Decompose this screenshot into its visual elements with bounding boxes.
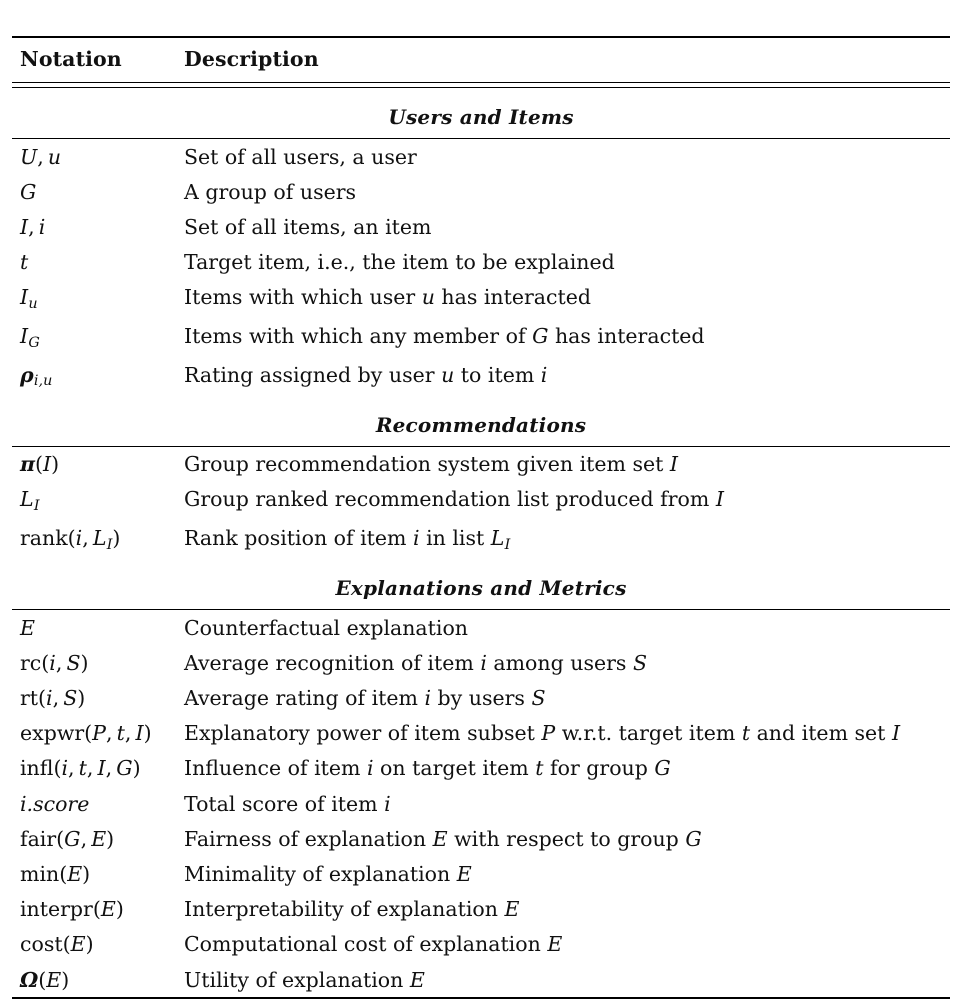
- table-row: [12, 892, 950, 927]
- notation-cell: rank(i, LI): [20, 526, 121, 553]
- notation-cell: IG: [20, 323, 40, 351]
- table-row: [12, 245, 950, 280]
- description-cell: Computational cost of explanation E: [184, 932, 563, 957]
- table-row: [12, 209, 950, 244]
- description-cell: Explanatory power of item subset P w.r.t. target item t and item set I: [184, 721, 901, 746]
- table-row: [12, 856, 950, 891]
- description-cell: Total score of item i: [184, 791, 391, 816]
- table-row: [12, 962, 950, 998]
- description-cell: Fairness of explanation E with respect to group G: [184, 826, 702, 851]
- notation-cell: rt(i, S): [20, 686, 86, 711]
- table-row: [12, 521, 950, 560]
- notation-cell: E: [20, 615, 35, 640]
- notation-cell: ρi,u: [20, 362, 53, 390]
- description-cell: Rank position of item i in list LI: [184, 526, 511, 553]
- column-header-description: Description: [184, 47, 319, 71]
- description-cell: Group ranked recommendation list produced from I: [184, 487, 724, 512]
- table-header-row: [12, 38, 950, 83]
- description-cell: Set of all users, a user: [184, 144, 417, 169]
- notation-cell: U, u: [20, 144, 62, 169]
- table-row: [12, 357, 950, 396]
- notation-cell: I, i: [20, 214, 46, 239]
- notation-cell: min(E): [20, 861, 91, 886]
- description-cell: Minimality of explanation E: [184, 861, 472, 886]
- table-row: [12, 174, 950, 209]
- table-row: [12, 482, 950, 521]
- description-cell: Items with which user u has interacted: [184, 285, 591, 310]
- section-title-row: [12, 396, 950, 447]
- section-title-row: [12, 88, 950, 139]
- table-row: [12, 786, 950, 821]
- notation-cell: Iu: [20, 285, 38, 312]
- table-row: [12, 681, 950, 716]
- table-row: [12, 318, 950, 357]
- table-body: [12, 37, 950, 999]
- description-cell: Average recognition of item i among users S: [184, 650, 647, 675]
- description-cell: Average rating of item i by users S: [184, 686, 546, 711]
- section-title: Recommendations: [375, 412, 587, 437]
- description-cell: Target item, i.e., the item to be explained: [184, 250, 615, 275]
- notation-cell: π(I): [20, 452, 60, 477]
- notation-cell: t: [20, 250, 29, 275]
- table-row: [12, 610, 950, 645]
- description-cell: Influence of item i on target item t for group G: [184, 756, 671, 781]
- notation-cell: expwr(P, t, I): [20, 721, 152, 746]
- notation-cell: cost(E): [20, 932, 94, 957]
- description-cell: Utility of explanation E: [184, 967, 425, 992]
- notation-cell: infl(i, t, I, G): [20, 756, 141, 781]
- description-cell: A group of users: [184, 179, 357, 204]
- notation-cell: fair(G, E): [20, 826, 115, 851]
- table-row: [12, 447, 950, 482]
- section-title: Explanations and Metrics: [335, 576, 627, 601]
- notation-cell: i.score: [20, 791, 90, 816]
- section-title-row: [12, 559, 950, 610]
- description-cell: Rating assigned by user u to item i: [184, 362, 548, 387]
- notation-cell: interpr(E): [20, 897, 124, 922]
- description-cell: Set of all items, an item: [184, 214, 432, 239]
- table-row: [12, 716, 950, 751]
- table-row: [12, 751, 950, 786]
- table-row: [12, 927, 950, 962]
- notation-cell: Ω(E): [20, 967, 70, 992]
- description-cell: Items with which any member of G has interacted: [184, 323, 705, 348]
- notation-cell: G: [20, 179, 37, 204]
- table-row: [12, 645, 950, 680]
- description-cell: Interpretability of explanation E: [184, 897, 520, 922]
- description-cell: Group recommendation system given item set I: [184, 452, 678, 477]
- notation-table: [12, 36, 950, 999]
- table-row: [12, 821, 950, 856]
- section-title: Users and Items: [388, 105, 574, 129]
- column-header-notation: Notation: [20, 47, 122, 71]
- table-row: [12, 280, 950, 319]
- description-cell: Counterfactual explanation: [184, 615, 468, 640]
- table-row: [12, 139, 950, 174]
- notation-cell: LI: [20, 487, 40, 515]
- notation-cell: rc(i, S): [20, 650, 89, 675]
